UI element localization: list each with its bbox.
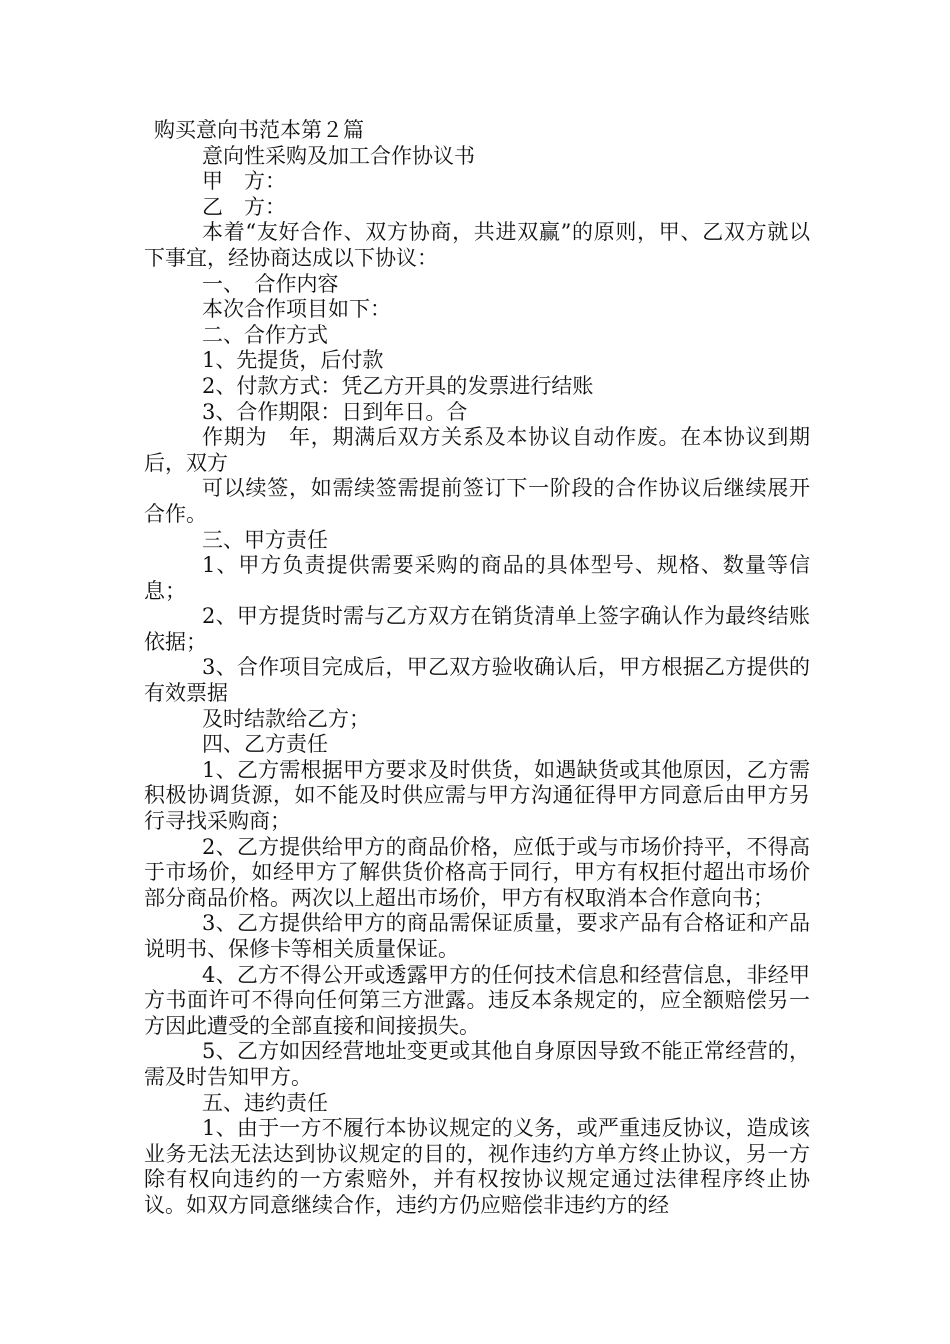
text-line: 3、合作期限：日到年日。合 xyxy=(202,399,468,424)
text-line: 甲 方： xyxy=(202,169,286,194)
paragraph: 5、乙方如因经营地址变更或其他自身原因导致不能正常经营的，需及时告知甲方。 xyxy=(144,1039,810,1089)
text-line: 乙 方： xyxy=(202,194,286,219)
paragraph: 4、乙方不得公开或透露甲方的任何技术信息和经营信息，非经甲方书面许可不得向任何第三方泄露。违反本条规定的，应全额赔偿另一方因此遭受的全部直接和间接损失。 xyxy=(144,962,810,1038)
paragraph: 2、乙方提供给甲方的商品价格，应低于或与市场价持平，不得高于市场价，如经甲方了解供货价格高于同行，甲方有权拒付超出市场价部分商品价格。两次以上超出市场价，甲方有权取消本合作意向书； xyxy=(144,834,810,910)
text-line: 四、乙方责任 xyxy=(202,732,328,757)
paragraph: 可以续签，如需续签需提前签订下一阶段的合作协议后继续展开合作。 xyxy=(144,476,810,526)
paragraph: 3、合作项目完成后，甲乙双方验收确认后，甲方根据乙方提供的有效票据 xyxy=(144,655,810,706)
document-body xyxy=(144,118,810,1219)
paragraph: 1、由于一方不履行本协议规定的义务，或严重违反协议，造成该业务无法无法达到协议规定的目的，视作违约方单方终止协议，另一方除有权向违约的一方索赔外，并有权按协议规定通过法律程序终止协议。如双方同意继续合作，违约方仍应赔偿非违约方的经 xyxy=(144,1116,810,1217)
paragraph: 1、甲方负责提供需要采购的商品的具体型号、规格、数量等信息； xyxy=(144,553,810,603)
text-line: 五、违约责任 xyxy=(202,1090,328,1115)
text-line: 一、 合作内容 xyxy=(202,271,339,296)
paragraph: 本着“友好合作、双方协商，共进双赢”的原则，甲、乙双方就以下事宜，经协商达成以下协议： xyxy=(144,220,810,270)
paragraph: 3、乙方提供给甲方的商品需保证质量，要求产品有合格证和产品说明书、保修卡等相关质量保证。 xyxy=(144,911,810,961)
document-title: 购买意向书范本第２篇 xyxy=(154,118,364,142)
paragraph: 1、乙方需根据甲方要求及时供货，如遇缺货或其他原因，乙方需积极协调货源，如不能及时供应需与甲方沟通征得甲方同意后由甲方另行寻找采购商； xyxy=(144,757,810,834)
paragraph: 作期为 年，期满后双方关系及本协议自动作废。在本协议到期后，双方 xyxy=(144,425,810,475)
text-line: 2、付款方式：凭乙方开具的发票进行结账 xyxy=(202,373,594,398)
paragraph: 2、甲方提货时需与乙方双方在销货清单上签字确认作为最终结账依据； xyxy=(144,604,810,654)
text-line: 意向性采购及加工合作协议书 xyxy=(202,143,475,168)
text-line: 本次合作项目如下： xyxy=(202,297,391,322)
text-line: 三、甲方责任 xyxy=(202,527,328,552)
text-line: 及时结款给乙方； xyxy=(202,706,370,731)
document-text xyxy=(144,144,810,1219)
text-line: 二、合作方式 xyxy=(202,322,328,347)
text-line: 1、先提货，后付款 xyxy=(202,348,384,373)
